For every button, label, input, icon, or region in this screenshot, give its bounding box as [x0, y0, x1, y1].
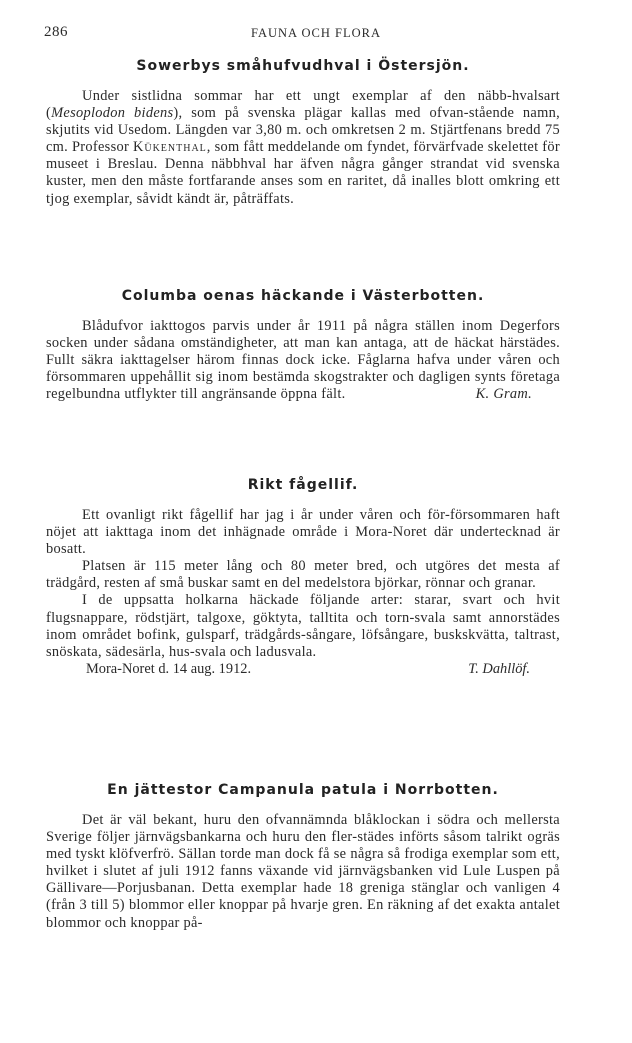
author-signature: K. Gram.: [475, 386, 532, 403]
page-header: [44, 24, 588, 42]
person-name: Kükenthal: [132, 139, 207, 156]
article-paragraph: Platsen är 115 meter lång och 80 meter bred, och utgöres det mesta af trädgård, resten af små buskar samt en del medelstora björkar, rönnar och granar.: [46, 558, 560, 592]
article-campanula-patula: [46, 782, 560, 932]
article-rikt-fagellif: [46, 477, 560, 679]
article-paragraph: Det är väl bekant, huru den ofvannämnda blåklockan i södra och mellersta Sverige följer järnvägsbankarna och huru den fler-städes införts såsom talrikt ogräs med tyskt klöfverfrö. Sällan torde man dock få se några så frodiga exemplar som ett, hvilket i slutet af juli 1912 fanns växande vid järnvägsbanken vid Lule Luspen på Gällivare—Porjusbanan. Detta exemplar hade 18 greniga stänglar och vanligen 4 (från 3 till 5) blommor eller knoppar på hvarje gren. En räkning af det exakta antalet blommor och knoppar på-: [46, 812, 560, 931]
article-title: Columba oenas häckande i Västerbotten.: [121, 288, 485, 304]
article-paragraph: I de uppsatta holkarna häckade följande arter: starar, svart och hvit flugsnappare, rödstjärt, talgoxe, göktyta, talltita och torn-svala samt annorstädes inom området bofink, gulsparf, trädgårds-sångare, löfsångare, buskskvätta, taltrast, snöskata, sädesärla, hus-svala och ladusvala.: [46, 592, 560, 660]
article-title: Rikt fågellif.: [247, 477, 359, 493]
page-number: 286: [44, 24, 68, 40]
article-sowerbys-hval: [46, 58, 560, 208]
article-columba-oenas: [46, 288, 560, 403]
article-title: En jättestor Campanula patula i Norrbotten.: [107, 782, 499, 798]
running-title: FAUNA OCH FLORA: [250, 26, 382, 40]
article-paragraph: Blådufvor iakttogos parvis under år 1911 på några ställen inom Degerfors socken under sådana omständigheter, att man kan antaga, att de häckat härstädes. Fullt säkra iakttagelser härom finnas dock icke. Fåglarna hafva under våren och försommaren uppehållit sig inom bestämda skogstrakter och dagligen synts företaga regelbundna utflykter till angränsande öppna fält. K. Gram.: [46, 318, 560, 403]
place-date: Mora-Noret d. 14 aug. 1912.: [86, 660, 252, 677]
signature-line: [46, 661, 560, 679]
author-signature: T. Dahllöf.: [468, 660, 530, 677]
article-paragraph: Ett ovanligt rikt fågellif har jag i år under våren och för-försommaren haft nöjet att iakttaga inom det inhägnade område i Mora-Noret där undertecknad är bosatt.: [46, 507, 560, 558]
article-title: Sowerbys småhufvudhval i Östersjön.: [136, 58, 470, 74]
species-name: Mesoplodon bidens: [51, 105, 174, 122]
article-paragraph: Under sistlidna sommar har ett ungt exemplar af den näbb-hvalsart (Mesoplodon bidens), som på svenska plägar kallas med ofvan-stående namn, skjutits vid Usedom. Längden var 3,80 m. och omkretsen 2 m. Stjärtfenans bredd 75 cm. Professor Kükenthal, som fått meddelande om fyndet, förvärfvade skelettet för museet i Breslau. Denna näbbhval har äfven några gånger strandat vid svenska kuster, men den måste fortfarande anses som en raritet, då inalles blott omkring ett tjog exemplar, såvidt kändt är, påträffats.: [46, 88, 560, 207]
